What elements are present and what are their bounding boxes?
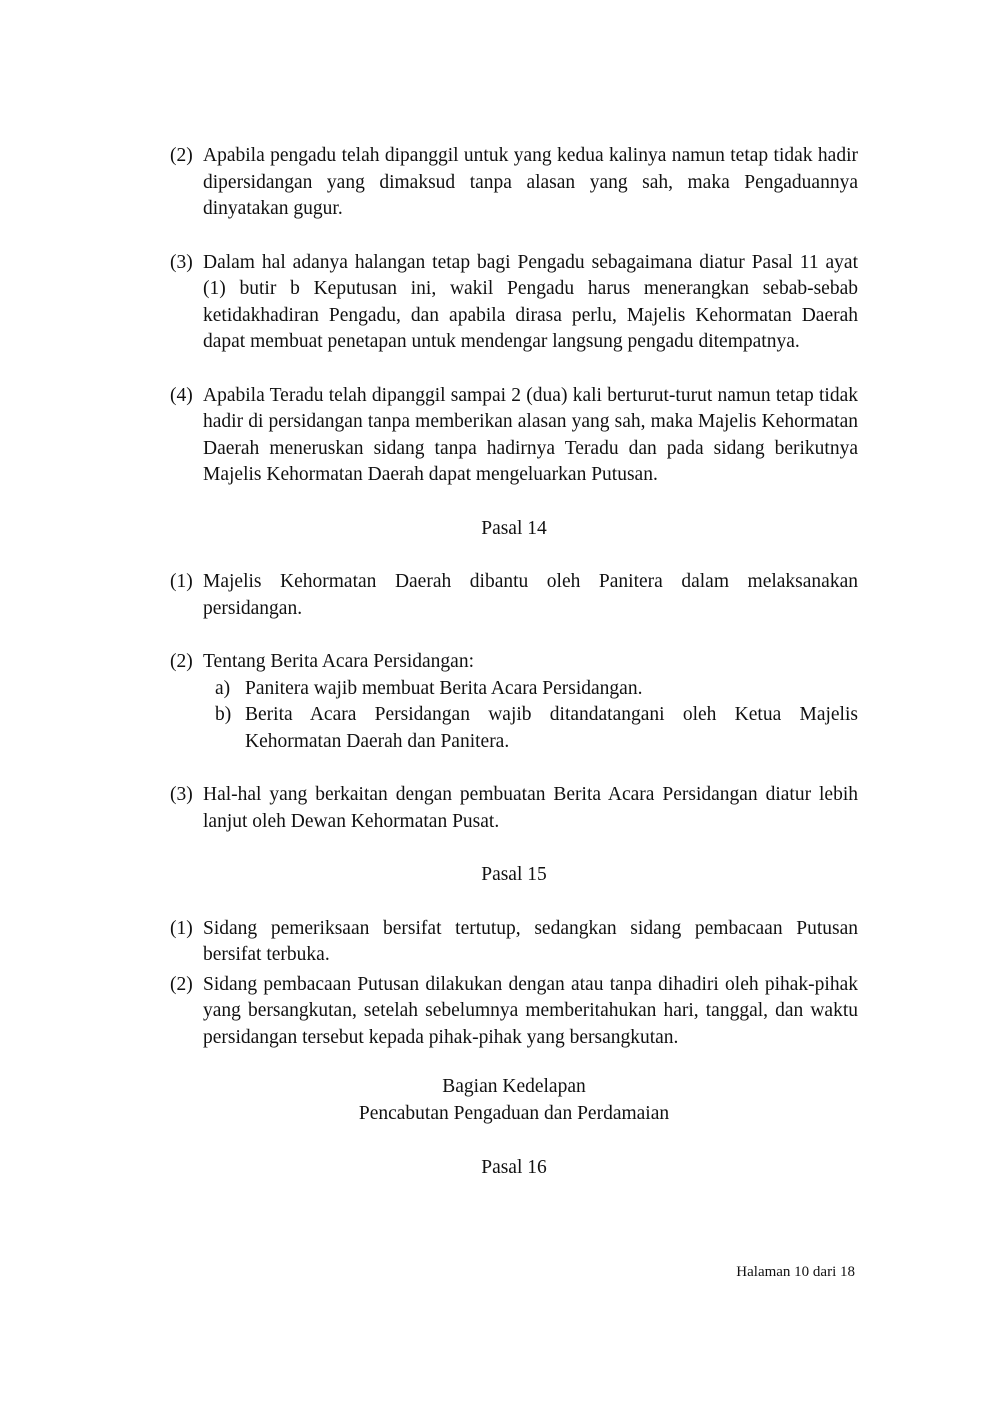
sub-list-item-marker: a) <box>215 677 231 699</box>
list-item-number: (4) <box>170 384 193 406</box>
list-item-pasal14-ayat-3 <box>170 782 858 835</box>
list-item-ayat-2 <box>170 143 858 223</box>
document-body <box>170 143 858 1209</box>
list-item-pasal14-ayat-1 <box>170 569 858 622</box>
list-item-number: (2) <box>170 651 193 672</box>
sub-list-item-b <box>215 702 858 755</box>
paragraph-text: Hal-hal yang berkaitan dengan pembuatan Berita Acara Persidangan diatur lebih lanjut oleh Dewan Kehormatan Pusat. <box>203 784 858 832</box>
paragraph-text: Apabila Teradu telah dipanggil sampai 2 (dua) kali berturut-turut namun tetap tidak hadir di persidangan tanpa memberikan alasan yang sah, maka Majelis Kehormatan Daerah meneruskan sidang tanpa hadirnya Teradu dan pada sidang berikutnya Majelis Kehormatan Daerah dapat mengeluarkan Putusan. <box>203 384 858 485</box>
section-heading-pasal-16: Pasal 16 <box>481 1157 547 1178</box>
paragraph-text: Berita Acara Persidangan wajib ditandatangani oleh Ketua Majelis Kehormatan Daerah dan Panitera. <box>245 704 858 752</box>
list-item-number: (3) <box>170 784 193 805</box>
section-heading-line: Bagian Kedelapan <box>442 1076 586 1097</box>
section-heading-pasal-15: Pasal 15 <box>481 864 547 885</box>
paragraph-text: Sidang pembacaan Putusan dilakukan dengan atau tanpa dihadiri oleh pihak-pihak yang bersangkutan, setelah sebelumnya memberitahukan hari, tanggal, dan waktu persidangan tersebut kepada pihak-pihak yang bersangkutan. <box>203 973 858 1048</box>
section-heading-line: Pencabutan Pengaduan dan Perdamaian <box>358 1102 670 1124</box>
list-item-ayat-4 <box>170 383 858 489</box>
paragraph-text: Majelis Kehormatan Daerah dibantu oleh Panitera dalam melaksanakan persidangan. <box>203 571 858 619</box>
list-item-pasal15-ayat-2 <box>170 972 858 1052</box>
list-item-number: (2) <box>170 145 193 166</box>
list-item-number: (1) <box>170 571 193 592</box>
list-item-number: (3) <box>170 251 193 273</box>
paragraph-text: Sidang pemeriksaan bersifat tertutup, sedangkan sidang pembacaan Putusan bersifat terbuka. <box>203 917 858 965</box>
section-heading-pasal-14: Pasal 14 <box>481 517 547 539</box>
sub-list-item-a <box>215 676 858 703</box>
paragraph-text: Dalam hal adanya halangan tetap bagi Pengadu sebagaimana diatur Pasal 11 ayat (1) butir b Keputusan ini, wakil Pengadu harus menerangkan sebab-sebab ketidakhadiran Pengadu, dan apabila dirasa perlu, Majelis Kehormatan Daerah dapat membuat penetapan untuk mendengar langsung pengadu ditempatnya. <box>203 251 858 352</box>
page-number: Halaman 10 dari 18 <box>736 1264 855 1280</box>
list-item-number: (2) <box>170 973 193 995</box>
sub-list-item-marker: b) <box>215 704 232 725</box>
paragraph-text: Panitera wajib membuat Berita Acara Persidangan. <box>245 677 643 699</box>
list-item-number: (1) <box>170 917 193 939</box>
list-item-pasal14-ayat-2 <box>170 649 858 755</box>
paragraph-text: Tentang Berita Acara Persidangan: <box>203 651 474 672</box>
list-item-ayat-3 <box>170 250 858 356</box>
paragraph-text: Apabila pengadu telah dipanggil untuk yang kedua kalinya namun tetap tidak hadir dipersidangan yang dimaksud tanpa alasan yang sah, maka Pengaduannya dinyatakan gugur. <box>203 145 858 219</box>
section-heading-bagian-kedelapan <box>170 1074 858 1127</box>
list-item-pasal15-ayat-1 <box>170 916 858 969</box>
